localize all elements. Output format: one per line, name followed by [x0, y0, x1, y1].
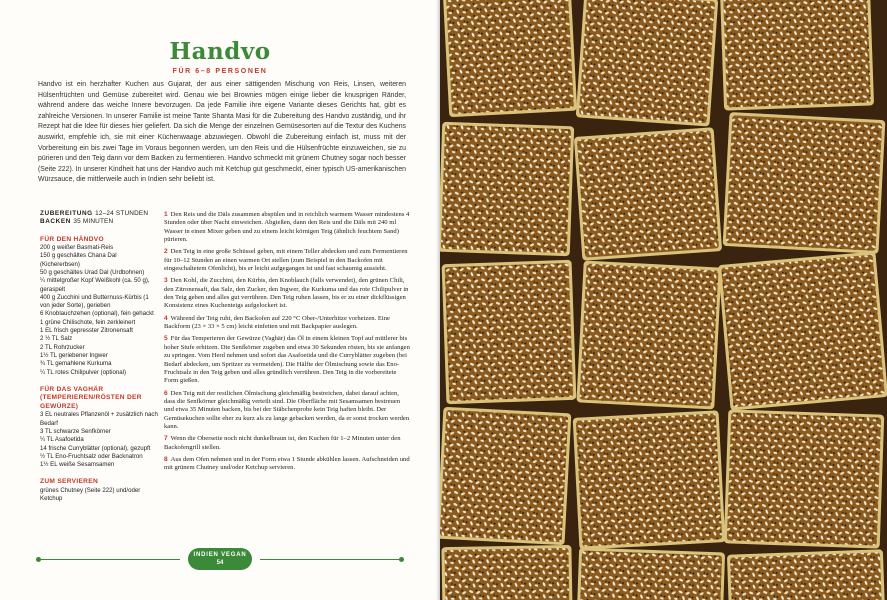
- handvo-cake-photo: [440, 0, 887, 600]
- step-text: Während der Teig ruht, den Backofen auf 220 °C Ober-/Unterhitze vorheizen. Eine Backform (23 × 33 × 5 cm) leicht einfetten und mit Backpapier auslegen.: [164, 314, 390, 331]
- step-number: 1: [164, 211, 168, 218]
- sesame-topping: [580, 551, 722, 600]
- ingredients-heading-handvo: FÜR DEN HÄNDVO: [40, 235, 104, 243]
- servings-label: FÜR 6–8 PERSONEN: [172, 68, 268, 75]
- ingredient-item: 2 TL Rohrzucker: [40, 343, 85, 351]
- bake-time-label: BACKEN: [40, 218, 71, 226]
- cake-slice: [727, 549, 885, 600]
- page-number: 54: [216, 560, 224, 566]
- ingredient-item: ¼ TL Asafoetida: [40, 436, 84, 444]
- photo-page: [440, 0, 887, 600]
- method-steps: [164, 211, 410, 477]
- step: [164, 435, 410, 452]
- step-text: Für das Temperieren der Gewürze (Vaghär) das Öl in einem kleinen Topf auf mittlerer bis hoher Stufe erhitzen. Die Senfkörner zugeben und etwa 30 Sekunden rösten, bis sie anfangen zu springen. Vom Herd nehmen und sofort das Asafoetida und die Curryblätter zugeben (bei Bedarf abdecken, um Spritzer zu vermeiden). Die Hälfte der Ölmischung sowie das Eno-Fruchtsalz in den Teig geben und alles gründlich verrühren. Den Teig in die vorbereitete Form gießen.: [164, 335, 410, 385]
- footer-book-title: INDIEN VEGAN: [193, 552, 247, 558]
- step: [164, 390, 410, 432]
- step-number: 3: [164, 277, 168, 285]
- step: [164, 277, 410, 310]
- step-text: Aus dem Ofen nehmen und in der Form etwa 1 Stunde abkühlen lassen. Aufschneiden und mit grünem Chutney und/oder Ketchup servieren.: [164, 455, 410, 472]
- bake-time-value: 35 MINUTEN: [73, 218, 114, 226]
- sesame-topping: [577, 130, 719, 257]
- ingredient-item: ¼ TL rotes Chilipulver (optional): [40, 368, 127, 376]
- ingredients-column: [40, 210, 158, 504]
- step: [164, 335, 410, 385]
- cake-slice: [441, 545, 572, 600]
- sesame-topping: [723, 0, 871, 107]
- step-text: Den Teig mit der restlichen Ölmischung gleichmäßig bestreichen, dabei darauf achten, dass die Senfkörner gleichmäßig verteilt sind. Die Oberfläche mit Sesamsamen bestreuen und etwa 35 Minuten backen, bis bei der Stäbchenprobe kein Teig haften bleibt. Der Gemüsekuchen sollte eher zu kurz als zu lange gebacken werden, da er sonst trocken werden kann.: [164, 389, 410, 430]
- step: [164, 456, 410, 473]
- step: [164, 211, 410, 244]
- step-number: 4: [164, 314, 168, 322]
- sesame-topping: [579, 0, 715, 123]
- ingredient-item: 50 g geschältes Urad Dal (Urdbohnen): [40, 268, 145, 276]
- ingredient-item: ¼ mittelgroßer Kopf Weißkohl (ca. 50 g), geraspelt: [40, 277, 150, 293]
- recipe-page: [0, 0, 440, 600]
- step-text: Den Reis und die Däls zusammen abspülen und in reichlich warmem Wasser mindestens 4 Stunden oder über Nacht einweichen. Abgießen, dann den Reis und die Däls mit 240 ml Wasser in einen Mixer geben und zu einem leicht körnigen Teig (ähnlich feuchtem Sand) pürieren.: [164, 211, 410, 244]
- sesame-topping: [445, 263, 574, 401]
- ingredient-item: grünes Chutney (Seite 222) und/oder Ketchup: [40, 486, 141, 503]
- ingredient-item: 14 frische Curryblätter (optional), gezupft: [40, 444, 151, 452]
- sesame-topping: [726, 115, 882, 251]
- step-number: 6: [164, 389, 168, 397]
- ingredient-item: 1½ EL weiße Sesamsamen: [40, 461, 115, 469]
- step: [164, 315, 410, 332]
- cake-slice: [576, 260, 721, 409]
- ingredient-item: 3 TL schwarze Senfkörner: [40, 427, 111, 435]
- step-number: 7: [164, 435, 168, 443]
- footer-dot-left: [36, 557, 41, 562]
- step-text: Wenn die Oberseite noch nicht dunkelbraun ist, den Kuchen für 1–2 Minuten unter den Backofengrill stellen.: [164, 435, 401, 451]
- footer-dot-right: [399, 557, 404, 562]
- sesame-topping: [576, 413, 722, 546]
- ingredient-item: ½ TL Eno-Fruchtsalz oder Backnatron: [40, 452, 143, 460]
- cake-slice: [574, 127, 722, 260]
- prep-time-label: ZUBEREITUNG: [40, 210, 93, 217]
- cake-slice: [440, 407, 571, 546]
- ingredient-list-vaghar: [40, 411, 158, 469]
- step-text: Den Kohl, die Zucchini, den Kürbis, den Knoblauch (falls verwendet), den grünen Chili, den Zitronensaft, das Salz, den Zucker, den Ingwer, die Kurkuma und das rote Chilipulver in den Teig geben und alles gut verrühren. Den Teig ruhen lassen, bis er zu einer dickflüssigen Konsistenz eines Kuchenteigs aufgelockert ist.: [164, 277, 409, 310]
- footer-rule-left: [40, 559, 180, 560]
- sesame-topping: [727, 412, 881, 545]
- cake-slice: [723, 112, 886, 254]
- ingredient-item: 2 ½ TL Salz: [40, 335, 73, 343]
- sesame-topping: [580, 264, 719, 407]
- cake-slice: [440, 122, 574, 257]
- ingredients-heading-serve: ZUM SERVIEREN: [40, 478, 99, 486]
- sesame-topping: [441, 125, 571, 253]
- cake-slice: [576, 0, 719, 127]
- cake-slice: [724, 409, 885, 548]
- cake-slice: [720, 0, 874, 111]
- ingredient-item: 6 Knoblauchzehen (optional), fein gehackt: [40, 310, 154, 318]
- ingredient-item: 150 g geschältes Chana Dal (Kichererbsen): [40, 252, 117, 268]
- prep-time: [40, 210, 158, 218]
- ingredient-list-serve: [40, 487, 158, 504]
- recipe-title: Handvo: [169, 38, 271, 65]
- ingredient-item: 1½ TL geriebener Ingwer: [40, 351, 108, 359]
- sesame-topping: [721, 255, 885, 408]
- ingredient-list-handvo: [40, 244, 158, 377]
- cake-slice: [442, 260, 577, 404]
- cake-slice: [573, 410, 726, 549]
- sesame-topping: [444, 548, 569, 600]
- bake-time: [40, 218, 158, 226]
- step: [164, 248, 410, 273]
- ingredient-item: 1 grüne Chilischote, fein zerkleinert: [40, 318, 136, 326]
- sesame-topping: [730, 552, 882, 600]
- sesame-topping: [446, 0, 574, 114]
- footer-badge: [188, 548, 252, 570]
- recipe-intro: Handvo ist ein herzhafter Kuchen aus Gujarat, der aus einer sättigenden Mischung von Reis, Linsen, weiteren Hülsenfrüchten und Gemüse zubereitet wird. Genau wie bei Brownies mögen einige lieber die knusprigen Ränder, während andere das weiche Innere bevorzugen. Da jede Familie ihre eigene Variante dieses Gerichts hat, gibt es zahlreiche Versionen. In unserer Familie ist meine Tante Shanta Masi für die Zubereitung des Handvo zuständig, und ihr Rezept hat die Idee für dieses hier geliefert. Da sich die Menge der einzelnen Gemüsesorten auf die Textur des Kuchens auswirkt, empfehle ich, sie mit einer Küchenwaage abzuwiegen. Obwohl die Zubereitung einfach ist, muss mit der Vorbereitung ein bis zwei Tage im Voraus begonnen werden, um den Reis und die Hülsenfrüchte einzuweichen, sie zu pürieren und den Teig dann vor dem Backen zu fermentieren. Handvo schmeckt mit grünem Chutney sogar noch besser (Seite 222). In unserer Kindheit hat uns der Handvo auch mit Ketchup gut geschmeckt, einer typisch US-amerikanischen Würzsauce, die mittlerweile auch in Indien sehr beliebt ist.: [38, 81, 406, 184]
- step-text: Den Teig in eine große Schüssel geben, mit einem Teller abdecken und zum Fermentieren für 10–12 Stunden an einen warmen Ort stellen (zum Beispiel in den Backofen mit eingeschaltetem Ofenlicht), bis er leicht aufgegangen ist und fast schaumig aussieht.: [164, 248, 408, 273]
- footer-rule-right: [260, 559, 400, 560]
- cake-slice: [443, 0, 577, 117]
- step-number: 8: [164, 455, 168, 463]
- ingredient-item: 1 EL frisch gepresster Zitronensaft: [40, 327, 133, 335]
- step-number: 5: [164, 335, 168, 343]
- prep-time-value: 12–24 STUNDEN: [95, 210, 149, 217]
- cake-slice: [577, 547, 725, 600]
- cake-slice: [718, 251, 887, 410]
- ingredient-item: 400 g Zucchini und Butternuss-Kürbis (1 von jeder Sorte), gerieben: [40, 293, 149, 310]
- sesame-topping: [440, 410, 568, 542]
- ingredients-heading-vaghar: FÜR DAS VAGHÄR (TEMPERIEREN/RÖSTEN DER GEWÜRZE): [40, 385, 142, 410]
- ingredient-item: 3 EL neutrales Pflanzenöl + zusätzlich nach Bedarf: [40, 411, 158, 427]
- ingredient-item: 200 g weißer Basmati-Reis: [40, 244, 114, 252]
- cake-slices: [440, 0, 887, 600]
- step-number: 2: [164, 248, 168, 256]
- ingredient-item: ¾ TL gemahlene Kurkuma: [40, 360, 112, 368]
